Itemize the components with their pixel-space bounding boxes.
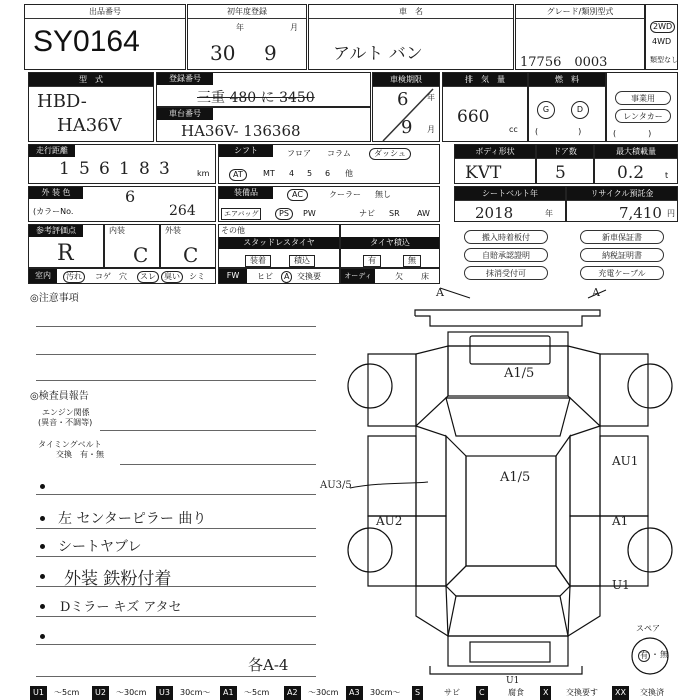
- note-line: [36, 616, 316, 617]
- note-line: [36, 380, 316, 381]
- damage-mark-front-left: A: [436, 286, 444, 299]
- fw-a: A: [281, 271, 292, 283]
- bullet: [40, 574, 45, 579]
- doors-value: 5: [555, 163, 566, 183]
- equipment-cell: [218, 186, 440, 222]
- body-label: ボディ形状: [455, 145, 535, 159]
- bullet: [40, 484, 45, 489]
- legend-code: U1: [30, 686, 47, 700]
- first-registration-cell: [187, 4, 307, 70]
- inspection-cell: [372, 72, 440, 142]
- note-item-1: 左 センターピラー 曲り: [58, 511, 207, 527]
- bullet: [40, 516, 45, 521]
- seatbelt-unit: 年: [545, 209, 553, 218]
- timing-sub: 交換 有・無: [56, 450, 104, 459]
- inspection-year-word: 年: [427, 93, 435, 102]
- shift-cell: [218, 144, 440, 184]
- doc-insurance: 自賠承認證明: [464, 248, 548, 262]
- legend-text: 30cm〜: [370, 688, 401, 697]
- cond-stain: シミ: [189, 272, 205, 281]
- equip-ps: PS: [275, 208, 293, 220]
- use-business: 事業用: [615, 91, 671, 105]
- first-registration-label: 初年度登録: [188, 5, 306, 19]
- shift-column: コラム: [327, 149, 351, 158]
- doc-charge-cable: 充電ケーブル: [580, 266, 664, 280]
- score-value: R: [57, 241, 74, 266]
- other-label: その他: [221, 226, 245, 235]
- exterior-grade-value: C: [183, 243, 199, 267]
- legend-code: X: [540, 686, 551, 700]
- shift-floor: フロア: [287, 149, 311, 158]
- legend-text: 交換済: [640, 688, 664, 697]
- doc-warranty: 新車保証書: [580, 230, 664, 244]
- recycle-label: リサイクル預託金: [567, 187, 677, 201]
- shift-mt: MT: [263, 169, 275, 178]
- equip-cooler: クーラー: [329, 190, 361, 199]
- displacement-value: 660: [457, 107, 490, 127]
- inspection-strike: [373, 85, 441, 143]
- audio-cell: [340, 268, 440, 294]
- capacity-cell: [594, 144, 678, 184]
- damage-mark-right-door: A1: [612, 514, 629, 528]
- drive-none: 類型なし: [650, 56, 678, 64]
- equip-sr: SR: [389, 209, 400, 218]
- legend-code: U2: [92, 686, 109, 700]
- fuel-cell: [528, 72, 606, 142]
- damage-mark-front-right: A: [592, 286, 600, 299]
- audio-missing: 欠: [395, 272, 403, 281]
- registration-value: 三重 480 に 3450: [197, 90, 315, 106]
- shift-other: 他: [345, 169, 353, 178]
- use-rental: レンタカー: [615, 109, 671, 123]
- note-line: [36, 528, 316, 529]
- tire-yes: 有: [363, 255, 381, 267]
- first-registration-month: 9: [264, 41, 277, 65]
- exterior-grade-label: 外装: [165, 226, 181, 235]
- shift-6: 6: [325, 169, 331, 178]
- note-line: [100, 430, 316, 431]
- tire-no: 無: [403, 255, 421, 267]
- mileage-digit: 6: [99, 159, 110, 179]
- seatbelt-cell: [454, 186, 566, 222]
- model-value-2: HA36V: [57, 115, 122, 136]
- cond-dirt: 汚れ: [63, 271, 85, 283]
- recycle-value: 7,410: [619, 204, 662, 222]
- damage-mark-right-rear: U1: [612, 578, 630, 592]
- car-name-label: 車 名: [309, 5, 513, 19]
- recycle-cell: [566, 186, 678, 222]
- doors-cell: [536, 144, 594, 184]
- engine-label: エンジン関係: [42, 408, 90, 417]
- inspector-title: ◎検査員報告: [30, 391, 89, 402]
- use-paren: ( ): [613, 129, 652, 138]
- first-registration-year: 30: [210, 41, 236, 65]
- inspection-month-word: 月: [427, 125, 435, 134]
- capacity-value: 0.2: [617, 163, 645, 183]
- legend-code: S: [412, 686, 423, 700]
- lot-number-label: 出品番号: [25, 5, 185, 19]
- capacity-label: 最大積載量: [595, 145, 677, 159]
- month-word: 月: [290, 23, 298, 32]
- equip-airbag: エアバッグ: [221, 208, 261, 220]
- legend-text: 30cm〜: [180, 688, 211, 697]
- chassis-label: 車台番号: [157, 108, 213, 120]
- legend-code: A2: [284, 686, 301, 700]
- mileage-label: 走行距離: [29, 145, 75, 157]
- note-item-4: Dミラー キズ アタセ: [60, 600, 182, 615]
- drive-type-cell: [645, 4, 678, 70]
- damage-mark-left-door: AU2: [376, 514, 403, 528]
- shift-at: AT: [229, 169, 247, 181]
- mileage-digit: 5: [79, 159, 90, 179]
- registration-cell: [156, 72, 371, 107]
- caution-title: ◎注意事項: [30, 293, 79, 304]
- legend-code: XX: [612, 686, 629, 700]
- legend-text: 〜30cm: [116, 688, 147, 697]
- year-word: 年: [236, 23, 244, 32]
- inspection-value-2: 9: [401, 117, 413, 138]
- legend-text: 〜30cm: [308, 688, 339, 697]
- note-line: [36, 586, 316, 587]
- spare-no: 無: [660, 650, 668, 659]
- equip-pw: PW: [303, 209, 316, 218]
- car-name: アルト バン: [333, 44, 423, 64]
- grade-cell: [515, 4, 645, 70]
- studless-installed: 装着: [245, 255, 271, 267]
- lot-number: SY0164: [33, 25, 140, 58]
- chassis-cell: [156, 107, 371, 142]
- score-cell: [28, 224, 104, 268]
- car-name-cell: [308, 4, 514, 70]
- damage-mark-hood: A1/5: [504, 366, 535, 381]
- fuel-label: 燃 料: [529, 73, 605, 87]
- cond-smell: 臭い: [161, 271, 183, 283]
- tire-cell: [340, 224, 440, 268]
- score-label: 参考評価点: [29, 225, 83, 237]
- damage-mark-roof: A1/5: [500, 470, 531, 485]
- interior-condition-cell: [28, 268, 216, 284]
- grade-code: 17756 0003: [520, 55, 608, 70]
- note-line: [36, 556, 316, 557]
- equip-none: 無し: [375, 190, 391, 199]
- legend-code: A3: [346, 686, 363, 700]
- note-line: [36, 494, 316, 495]
- grade-label: グレード/類別型式: [516, 5, 644, 19]
- shift-dash: ダッシュ: [369, 148, 411, 160]
- equip-aw: AW: [417, 209, 430, 218]
- lot-number-cell: [24, 4, 186, 70]
- mileage-cell: [28, 144, 216, 184]
- spare-yes: 有: [640, 651, 648, 660]
- inspection-label: 車検期限: [373, 73, 439, 87]
- fuel-g: G: [537, 101, 555, 119]
- interior-grade-label: 内装: [109, 226, 125, 235]
- studless-label: スタッドレスタイヤ: [219, 237, 339, 249]
- displacement-cell: [442, 72, 528, 142]
- documents-cell: [454, 224, 678, 282]
- chassis-value: HA36V- 136368: [181, 122, 301, 140]
- note-line: [36, 326, 316, 327]
- damage-mark-right-fender: AU1: [612, 454, 639, 468]
- fw-label: FW: [219, 269, 247, 283]
- doc-delivery-board: 搬入時着板付: [464, 230, 548, 244]
- color-no-label: (カラーNo.: [33, 207, 74, 216]
- exterior-grade-cell: [160, 224, 216, 268]
- equip-ac: AC: [287, 189, 308, 201]
- drive-2wd: 2WD: [650, 21, 675, 33]
- doc-tax: 納税証明書: [580, 248, 664, 262]
- interior-grade-value: C: [133, 243, 149, 267]
- mileage-digit: 1: [119, 159, 130, 179]
- cond-wear: スレ: [137, 271, 159, 283]
- signature: 各A-4: [248, 656, 289, 674]
- displacement-label: 排 気 量: [443, 73, 527, 87]
- cond-hole: 穴: [119, 272, 127, 281]
- fw-cell: [218, 268, 340, 284]
- shift-4: 4: [289, 169, 295, 178]
- exterior-color-cell: [28, 186, 216, 222]
- interior-grade-cell: [104, 224, 160, 268]
- drive-4wd: 4WD: [652, 37, 672, 46]
- inspection-value-1: 6: [397, 89, 409, 110]
- registration-label: 登録番号: [157, 73, 213, 85]
- legend-text: 腐食: [508, 688, 524, 697]
- note-line: [36, 676, 316, 677]
- engine-sub: (異音・不調等): [38, 418, 93, 427]
- mileage-digit: 8: [139, 159, 150, 179]
- note-item-2: シートヤブレ: [58, 539, 142, 555]
- fw-replace: 交換要: [297, 272, 321, 281]
- tire-label: タイヤ積込: [341, 237, 439, 249]
- fuel-d: D: [571, 101, 589, 119]
- body-value: KVT: [465, 163, 502, 183]
- shift-label: シフト: [219, 145, 273, 157]
- timing-label: タイミングベルト: [38, 440, 102, 449]
- damage-legend: [0, 686, 700, 700]
- legend-code: U3: [156, 686, 173, 700]
- model-cell: [28, 72, 154, 142]
- interior-condition-label: 室内: [29, 269, 57, 283]
- note-line: [36, 644, 316, 645]
- recycle-unit: 円: [667, 209, 675, 218]
- displacement-unit: cc: [509, 125, 518, 134]
- body-cell: [454, 144, 536, 184]
- studless-cell: [218, 224, 340, 268]
- mileage-digit: 3: [159, 159, 170, 179]
- model-value-1: HBD-: [37, 91, 87, 112]
- shift-5: 5: [307, 169, 313, 178]
- bullet: [40, 544, 45, 549]
- doc-deregistration: 抹消受付可: [464, 266, 548, 280]
- damage-mark-left-pillar: AU3/5: [320, 480, 352, 491]
- doors-label: ドア数: [537, 145, 593, 159]
- exterior-color-label: 外 装 色: [29, 187, 83, 199]
- seatbelt-label: シートベルト年: [455, 187, 565, 201]
- mileage-unit: km: [197, 169, 210, 178]
- capacity-unit: t: [665, 171, 669, 180]
- legend-code: A1: [220, 686, 237, 700]
- note-item-3: 外装 鉄粉付着: [64, 569, 172, 589]
- note-line: [120, 464, 316, 465]
- color-no-value: 264: [169, 203, 196, 219]
- bullet: [40, 634, 45, 639]
- model-label: 型 式: [29, 73, 153, 87]
- studless-loaded: 積込: [289, 255, 315, 267]
- bullet: [40, 604, 45, 609]
- equipment-label: 装備品: [219, 187, 273, 199]
- color-value: 6: [125, 187, 136, 206]
- legend-text: 交換要す: [566, 688, 598, 697]
- legend-text: 〜5cm: [54, 688, 80, 697]
- fw-crack: ヒビ: [257, 272, 273, 281]
- note-line: [36, 354, 316, 355]
- car-diagram: [320, 286, 690, 686]
- legend-text: 〜5cm: [244, 688, 270, 697]
- damage-mark-rear-bumper: U1: [506, 676, 520, 686]
- seatbelt-value: 2018: [475, 204, 514, 222]
- cond-burn: コゲ: [95, 272, 111, 281]
- use-cell: [606, 72, 678, 142]
- mileage-digit: 1: [59, 159, 70, 179]
- spare-label: スペア: [636, 624, 660, 633]
- legend-text: サビ: [444, 688, 460, 697]
- spare-separator: ・: [651, 650, 659, 659]
- equip-navi: ナビ: [359, 209, 375, 218]
- fuel-paren: ( ): [535, 127, 582, 136]
- audio-floor: 床: [421, 272, 429, 281]
- audio-label: オーディオ: [341, 269, 375, 283]
- legend-code: C: [476, 686, 488, 700]
